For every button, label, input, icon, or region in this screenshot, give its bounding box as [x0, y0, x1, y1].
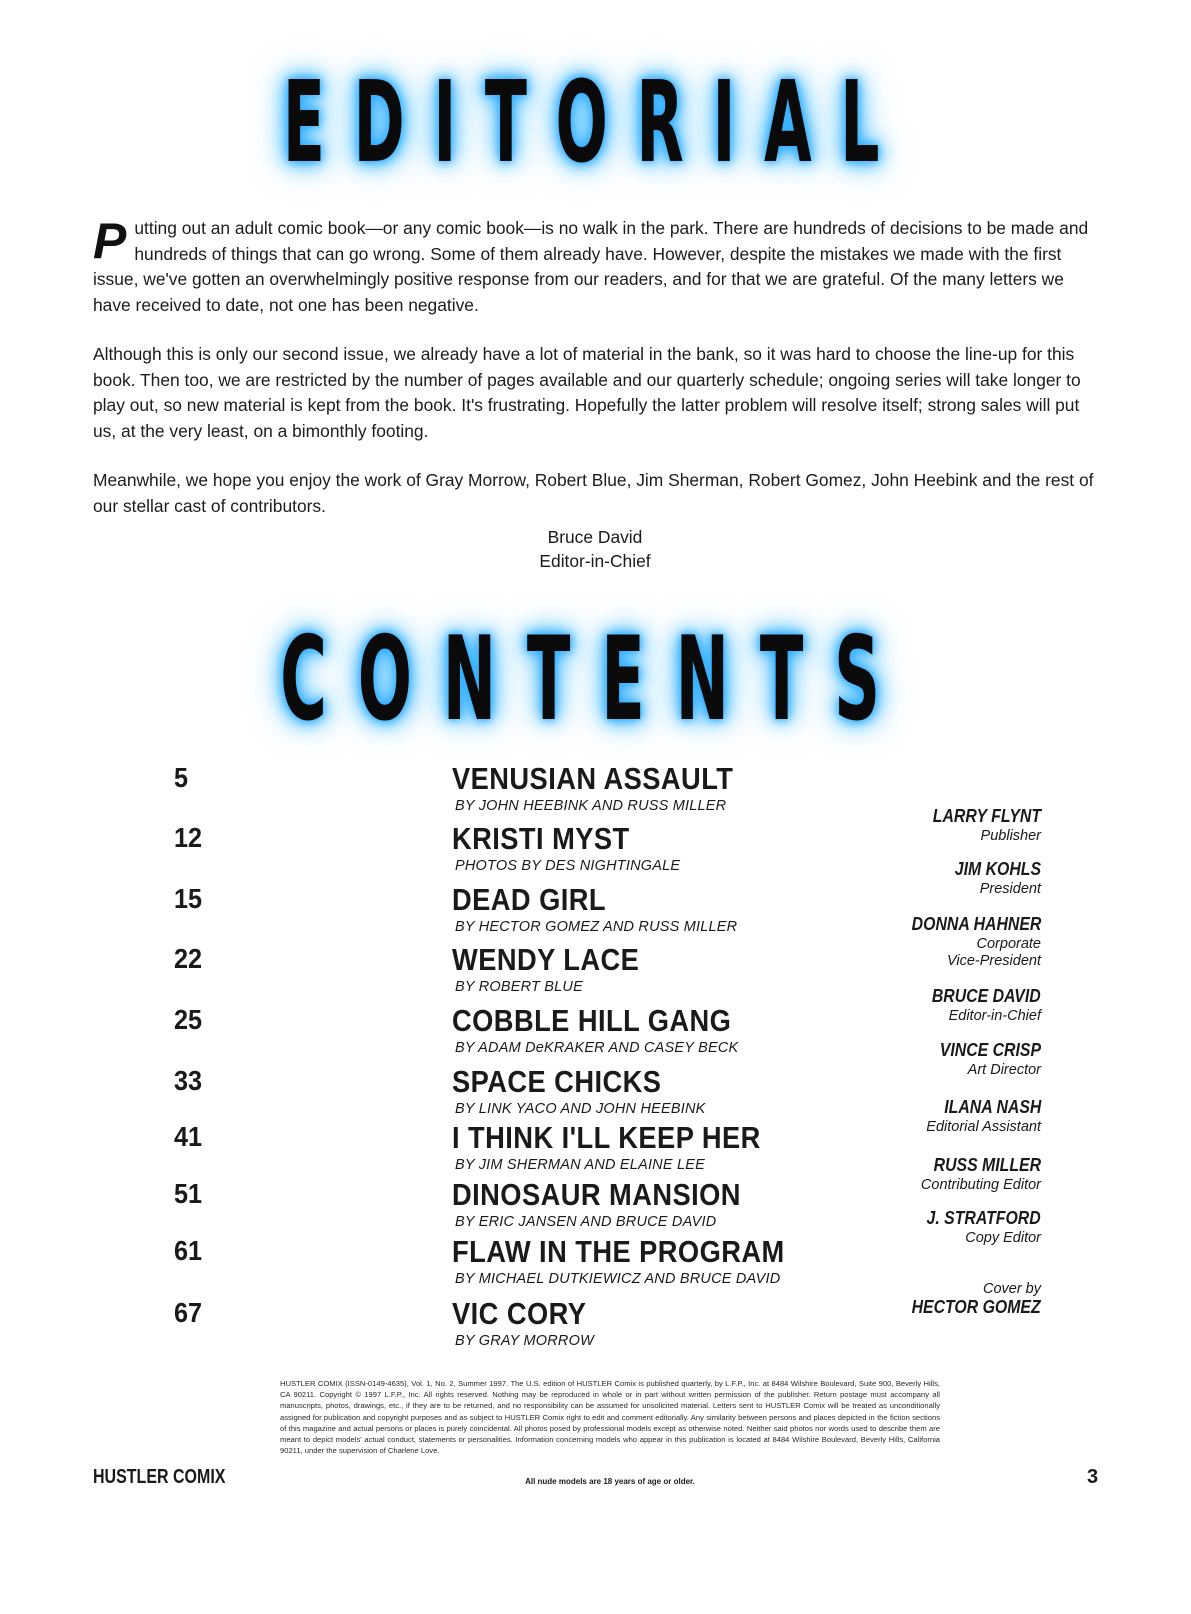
legal-notice: HUSTLER COMIX (ISSN-0149-4635), Vol. 1, No. 2, Summer 1997. The U.S. edition of HUSTLER Comix is published quarterly, by L.F.P., Inc. at 8484 Wilshire Boulevard, Suite 900, Beverly Hills, CA 90211. Copyright © 1997 L.F.P., Inc. All rights reserved. Nothing may be reproduced in whole or in part without written permission of the publisher. Return postage must accompany all manuscripts, photos, drawings, etc., if they are to be returned, and no responsibility can be assumed for unsolicited material. Letters sent to HUSTLER Comix will be treated as unconditionally assigned for publication and copyright purposes and as subject to HUSTLER Comix right to edit and comment editorially. Any similarity between persons and places depicted in the fiction sections of this magazine and actual persons or places is purely coincidental. All photos posed by professional models except as otherwise noted. Neither said photos nor words used to describe them are meant to depict models' actual conduct, statements or personalities. Information concerning models who appear in this publication is located at 8484 Wilshire Boulevard, Beverly Hills, California 90211, under the supervision of Charlene Love.	[280, 1379, 940, 1456]
toc-credit: BY HECTOR GOMEZ AND RUSS MILLER	[455, 919, 738, 935]
masthead-name: BRUCE DAVID	[932, 986, 1041, 1006]
toc-title: WENDY LACE	[452, 942, 640, 977]
masthead-name: LARRY FLYNT	[932, 806, 1041, 826]
masthead-role: President	[979, 881, 1041, 897]
footer-magazine-name: HUSTLER COMIX	[93, 1466, 226, 1488]
editorial-paragraph-2: Although this is only our second issue, we already have a lot of material in the bank, so it was hard to choose the line-up for this book. Then too, we are restricted by the number of pages available and our quarterly schedule; ongoing series will take longer to play out, so new material is kept from the book. It's frustrating. Hopefully the latter problem will resolve itself; strong sales will put us, at the very least, on a bimonthly footing.	[93, 344, 1081, 441]
editorial-paragraph-1	[93, 213, 1095, 318]
toc-credit: PHOTOS BY DES NIGHTINGALE	[455, 858, 681, 874]
toc-title: KRISTI MYST	[452, 821, 630, 856]
toc-page-number: 15	[174, 883, 203, 914]
editorial-paragraph-3: Meanwhile, we hope you enjoy the work of Gray Morrow, Robert Blue, Jim Sherman, Robert Gomez, John Heebink and the rest of our stellar cast of contributors.	[93, 470, 1094, 516]
toc-page-number: 33	[174, 1065, 203, 1096]
toc-title: I THINK I'LL KEEP HER	[452, 1120, 761, 1155]
masthead-name: DONNA HAHNER	[911, 914, 1041, 934]
masthead-role: Vice-President	[946, 953, 1041, 969]
toc-credit: BY ROBERT BLUE	[455, 979, 583, 995]
signature-name: Bruce David	[547, 527, 643, 547]
toc-title: SPACE CHICKS	[452, 1064, 662, 1099]
toc-title: VIC CORY	[452, 1296, 587, 1331]
toc-credit: BY JOHN HEEBINK AND RUSS MILLER	[455, 798, 727, 814]
toc-page-number: 67	[174, 1297, 203, 1328]
editorial-heading: EDITORIAL	[282, 58, 909, 188]
toc-title: DEAD GIRL	[452, 882, 606, 917]
editorial-paragraph-1-text: utting out an adult comic book—or any comic book—is no walk in the park. There are hundreds of decisions to be made and hundreds of things that can go wrong. Some of them already have. However, despite the mistakes we made with the first issue, we've gotten an overwhelmingly positive response from our readers, and for that we are grateful. Of the many letters we have received to date, not one has been negative.	[93, 218, 1089, 315]
masthead-name: JIM KOHLS	[954, 859, 1041, 879]
toc-page-number: 25	[174, 1004, 203, 1035]
masthead-role: Art Director	[967, 1062, 1041, 1078]
masthead-role: Editor-in-Chief	[948, 1008, 1041, 1024]
toc-title: COBBLE HILL GANG	[452, 1003, 732, 1038]
masthead-role: Contributing Editor	[920, 1177, 1041, 1193]
signature-title: Editor-in-Chief	[539, 551, 651, 571]
masthead-name: ILANA NASH	[943, 1097, 1041, 1117]
toc-credit: BY MICHAEL DUTKIEWICZ AND BRUCE DAVID	[455, 1271, 781, 1287]
toc-page-number: 51	[174, 1178, 203, 1209]
toc-credit: BY LINK YACO AND JOHN HEEBINK	[455, 1101, 706, 1117]
toc-title: FLAW IN THE PROGRAM	[452, 1234, 785, 1269]
toc-title: VENUSIAN ASSAULT	[452, 761, 734, 796]
toc-credit: BY GRAY MORROW	[455, 1333, 594, 1349]
masthead-role: Corporate	[976, 936, 1041, 952]
toc-credit: BY ERIC JANSEN AND BRUCE DAVID	[455, 1214, 717, 1230]
masthead-name: J. STRATFORD	[926, 1208, 1041, 1228]
age-notice: All nude models are 18 years of age or older.	[525, 1477, 695, 1486]
masthead-role: Cover by	[982, 1281, 1041, 1297]
masthead-role: Editorial Assistant	[926, 1119, 1041, 1135]
toc-page-number: 41	[174, 1121, 203, 1152]
toc-credit: BY ADAM DeKRAKER AND CASEY BECK	[455, 1040, 739, 1056]
footer-page-number: 3	[1087, 1466, 1099, 1488]
toc-title: DINOSAUR MANSION	[452, 1177, 741, 1212]
toc-page-number: 22	[174, 943, 203, 974]
editorial-signature	[500, 525, 690, 573]
editorial-body	[93, 213, 1095, 543]
masthead-name: RUSS MILLER	[933, 1155, 1041, 1175]
toc-credit: BY JIM SHERMAN AND ELAINE LEE	[455, 1157, 705, 1173]
contents-heading: CONTENTS	[280, 612, 911, 747]
drop-cap: P	[93, 213, 127, 269]
toc-page-number: 12	[174, 822, 203, 853]
masthead-name: VINCE CRISP	[939, 1040, 1041, 1060]
toc-page-number: 61	[174, 1235, 203, 1266]
toc-page-number: 5	[174, 762, 189, 793]
masthead-name: HECTOR GOMEZ	[911, 1297, 1041, 1317]
masthead-role: Copy Editor	[965, 1230, 1041, 1246]
masthead-role: Publisher	[980, 828, 1041, 844]
